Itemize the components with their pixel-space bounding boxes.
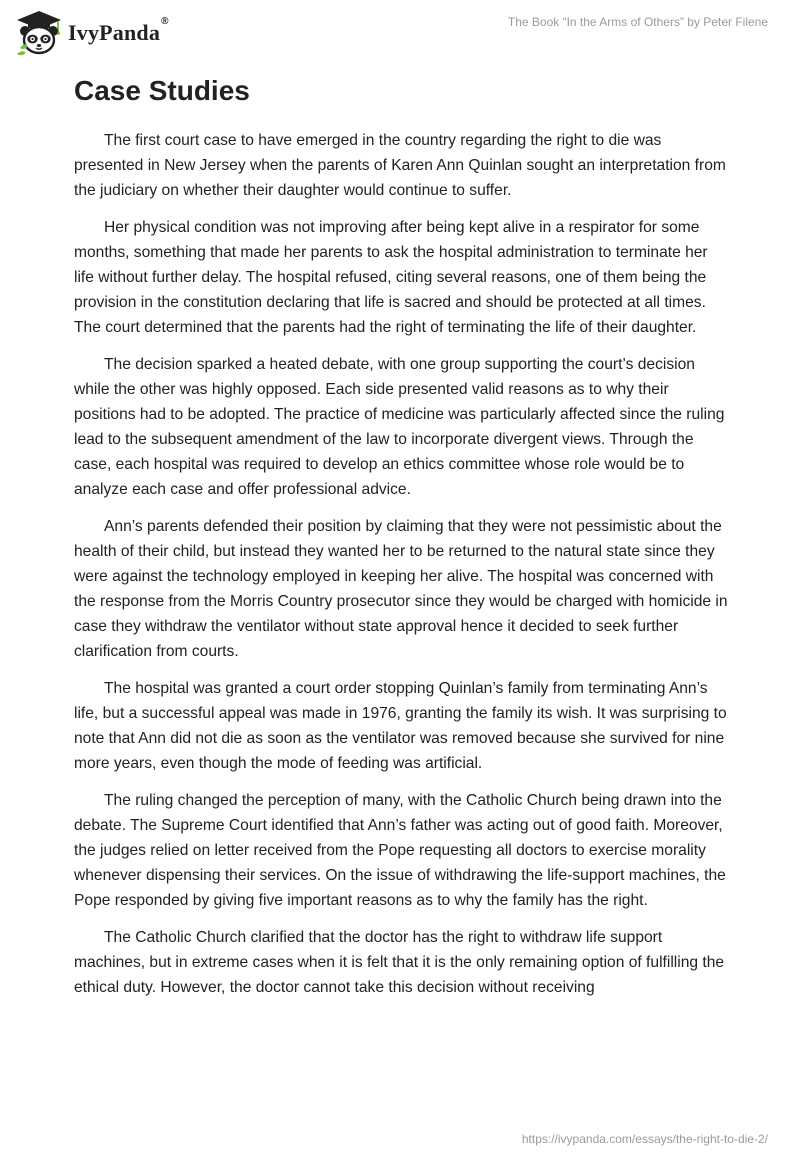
paragraph: The Catholic Church clarified that the doctor has the right to withdraw life support machines, but in extreme cases when it is felt that it is the only remaining option of fulfilling the ethical duty. However, the doctor cannot take this decision without receiving [74,929,725,996]
page-header [0,0,800,70]
source-url-link[interactable]: https://ivypanda.com/essays/the-right-to-die-2/ [521,1132,768,1146]
article-body [74,74,729,1012]
paragraph: The hospital was granted a court order stopping Quinlan’s family from terminating Ann’s life, but a successful appeal was made in 1976, granting the family its wish. It was surprising to note that Ann did not die as soon as the ventilator was removed because she survived for nine more years, even though the mode of feeding was artificial. [74,680,727,772]
paragraph: The first court case to have emerged in the country regarding the right to die was presented in New Jersey when the parents of Karen Ann Quinlan sought an interpretation from the judiciary on whether their daughter would continue to suffer. [74,132,726,199]
ivypanda-logo[interactable] [14,8,169,58]
paragraph: The decision sparked a heated debate, with one group supporting the court’s decision while the other was highly opposed. Each side presented valid reasons as to why their positions had to be adopted. The practice of medicine was particularly affected since the ruling lead to the subsequent amendment of the law to incorporate divergent views. Through the case, each hospital was required to develop an ethics committee whose role would be to analyze each case and offer professional advice. [74,356,725,498]
section-heading: Case Studies [74,75,250,106]
registered-mark: ® [161,16,169,27]
panda-graduate-icon [14,8,64,58]
document-title: The Book “In the Arms of Others” by Peter Filene [507,15,768,29]
logo-name: IvyPanda [68,20,161,45]
paragraph: The ruling changed the perception of many, with the Catholic Church being drawn into the debate. The Supreme Court identified that Ann’s father was acting out of good faith. Moreover, the judges relied on letter received from the Pope requesting all doctors to exercise morality whenever dispensing their services. On the issue of withdrawing the life-support machines, the Pope responded by giving five important reasons as to why the family has the right. [74,792,726,909]
logo-wordmark [68,16,169,46]
paragraph: Her physical condition was not improving after being kept alive in a respirator for some months, something that made her parents to ask the hospital administration to terminate her life without further delay. The hospital refused, citing several reasons, one of them being the provision in the constitution declaring that life is sacred and should be protected at all times. The court determined that the parents had the right of terminating the life of their daughter. [74,219,708,336]
paragraph: Ann’s parents defended their position by claiming that they were not pessimistic about the health of their child, but instead they wanted her to be returned to the natural state since they were against the technology employed in keeping her alive. The hospital was concerned with the response from the Morris Country prosecutor since they would be charged with homicide in case they withdraw the ventilator without state approval hence it decided to seek further clarification from courts. [74,518,728,660]
